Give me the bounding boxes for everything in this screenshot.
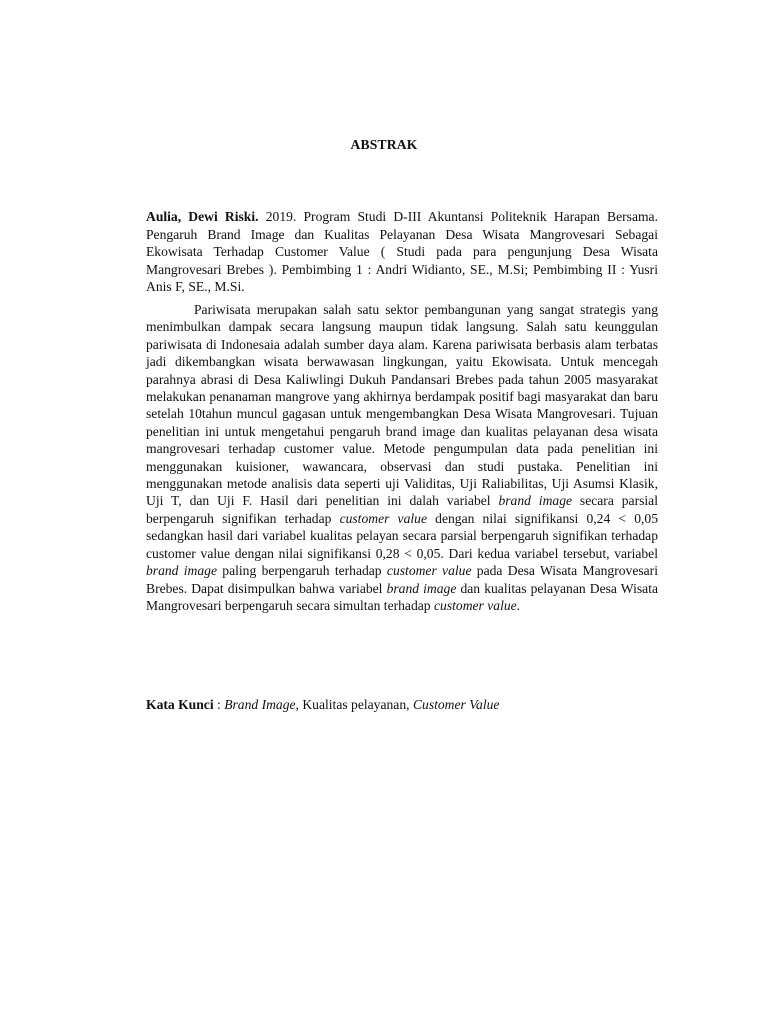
abstract-emphasis: brand image: [498, 493, 573, 509]
keywords-separator: :: [213, 697, 225, 712]
abstract-paragraph: [146, 301, 658, 614]
keywords-label: Kata Kunci: [146, 697, 214, 712]
abstract-text: pada Desa Wisata Mangrovesari Brebes. Dapat disimpulkan bahwa variabel: [146, 563, 658, 596]
citation-author: Aulia, Dewi Riski.: [146, 209, 259, 224]
citation-text: 2019. Program Studi D-III Akuntansi Politeknik Harapan Bersama. Pengaruh Brand Image dan Kualitas Pelayanan Desa Wisata Mangrovesari Sebagai Ekowisata Terhadap Customer Value ( Studi pada para pengunjung Desa Wisata Mangrovesari Brebes ). Pembimbing 1 : Andri Widianto, SE., M.Si; Pembimbing II : Yusri Anis F, SE., M.Si.: [146, 209, 658, 295]
abstract-text: paling berpengaruh terhadap: [217, 563, 387, 579]
abstract-emphasis: brand image: [146, 563, 217, 579]
keyword-brand-image: Brand Image: [224, 697, 296, 712]
page-title: ABSTRAK: [350, 137, 418, 152]
keywords-line: [146, 696, 658, 714]
abstract-text: dan kualitas pelayanan Desa Wisata Mangrovesari berpengaruh secara simultan terhadap: [146, 580, 659, 613]
abstract-emphasis: customer value: [386, 563, 472, 579]
abstract-text: Pariwisata merupakan salah satu sektor pembangunan yang sangat strategis yang menimbulkan dampak secara langsung maupun tidak langsung. Salah satu keunggulan pariwisata di Indonesaia adalah sumber daya alam. Karena pariwisata berbasis alam terbatas jadi dikembangkan wisata berwawasan lingkungan, yaitu Ekowisata. Untuk mencegah parahnya abrasi di Desa Kaliwlingi Dukuh Pandansari Brebes pada tahun 2005 masyarakat melakukan penanaman mangrove yang akhirnya berdampak positif bagi masyarakat dan baru setelah 10tahun muncul gagasan untuk mengembangkan Desa Wisata Mangrovesari. Tujuan penelitian ini untuk mengetahui pengaruh brand image dan kualitas pelayanan desa wisata mangrovesari terhadap customer value. Metode pengumpulan data pada penelitian ini menggunakan kuisioner, wawancara, observasi dan studi pustaka. Penelitian ini menggunakan metode analisis data seperti uji Validitas, Uji Raliabilitas, Uji Asumsi Klasik, Uji T, dan Uji F. Hasil dari penelitian ini dalah variabel: [146, 302, 658, 509]
abstract-text: dengan nilai signifikansi 0,24 < 0,05 sedangkan hasil dari variabel kualitas pelayan secara parsial berpengaruh signifikan terhadap customer value dengan nilai signifikansi 0,28 < 0,05. Dari kedua variabel tersebut, variabel: [146, 510, 659, 561]
citation-paragraph: [146, 208, 658, 296]
abstract-emphasis: customer value: [339, 510, 427, 526]
abstract-emphasis: customer value: [434, 597, 517, 613]
keywords-text: , Kualitas pelayanan,: [295, 697, 413, 712]
abstract-emphasis: brand image: [386, 580, 457, 596]
keyword-customer-value: Customer Value: [412, 697, 500, 712]
abstract-text: .: [516, 597, 521, 613]
abstract-text: secara parsial berpengaruh signifikan terhadap: [146, 493, 658, 526]
